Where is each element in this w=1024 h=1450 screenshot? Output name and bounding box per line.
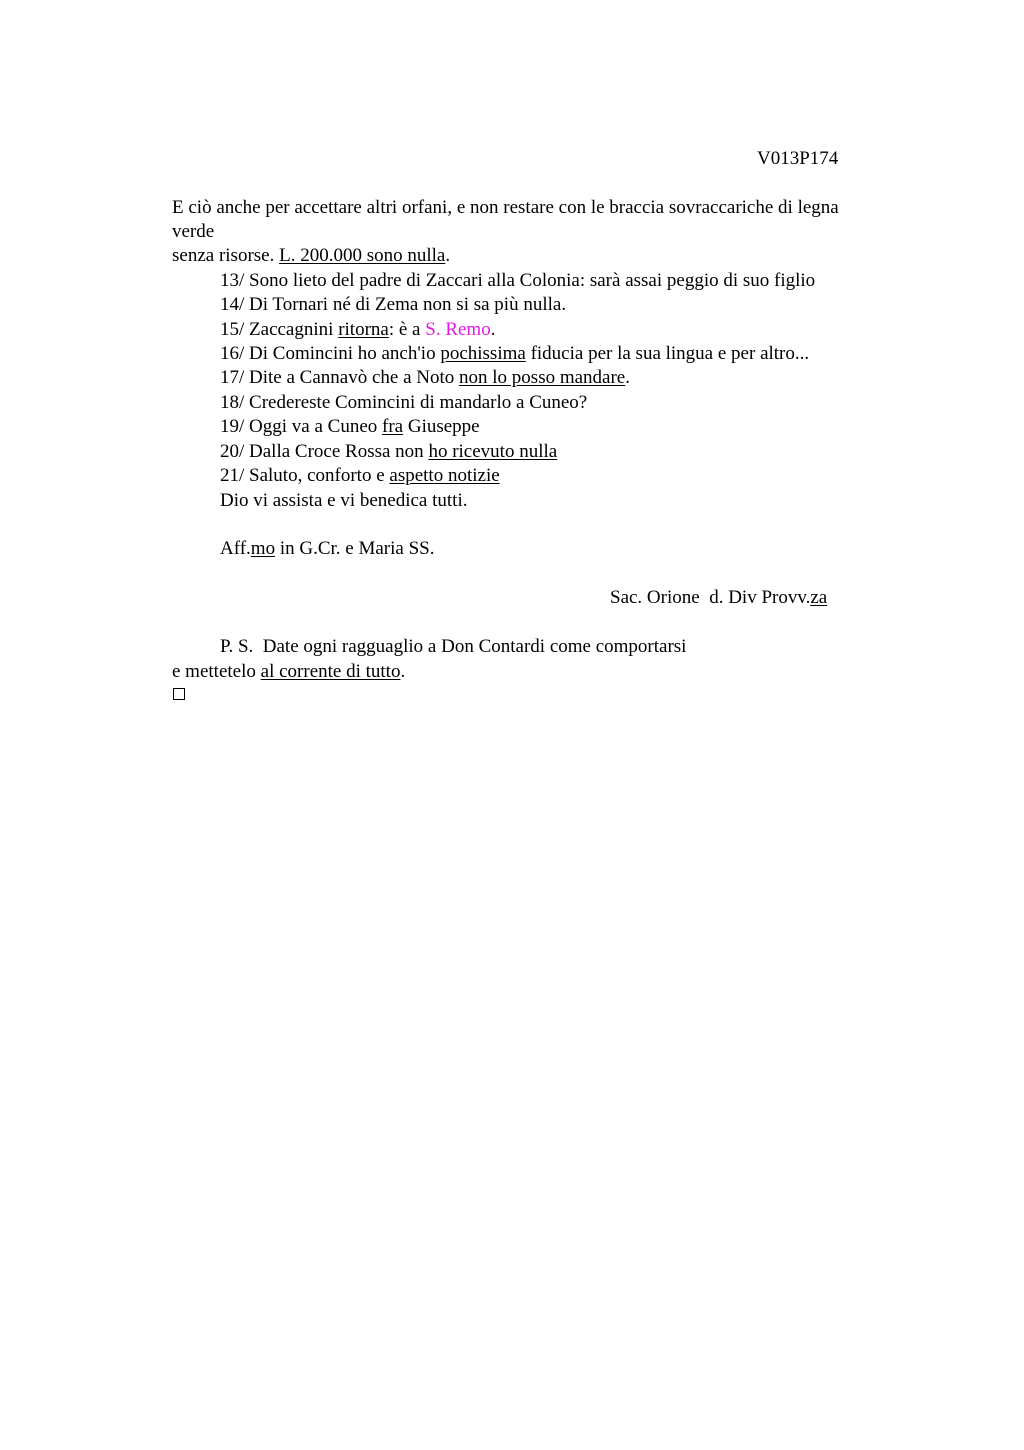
item-15-post: . — [490, 319, 496, 340]
closing-line — [220, 537, 434, 561]
item-20 — [220, 440, 557, 464]
intro-line-1: E ciò anche per accettare altri orfani, e non restare con le braccia sovraccariche di legna — [172, 197, 839, 218]
reference-code: V013P174 — [757, 148, 839, 169]
item-15-place: S. Remo — [425, 319, 491, 340]
intro-line-3 — [172, 244, 450, 268]
postscript-line-2 — [172, 660, 405, 684]
postscript-underlined: al corrente di tutto — [260, 661, 401, 682]
signature-underlined: za — [810, 587, 828, 608]
postscript-line-2-pre: e mettetelo — [172, 661, 261, 682]
item-16-pre: 16/ Di Comincini ho anch'io — [220, 343, 441, 364]
item-15-underlined: ritorna — [338, 319, 389, 340]
signature-pre: Sac. Orione d. Div Provv. — [610, 587, 811, 608]
item-20-underlined: ho ricevuto nulla — [428, 441, 558, 462]
item-16-underlined: pochissima — [440, 343, 526, 364]
item-14: 14/ Di Tornari né di Zema non si sa più nulla. — [220, 294, 567, 315]
item-21-underlined: aspetto notizie — [389, 465, 500, 486]
item-19-underlined: fra — [382, 416, 404, 437]
item-19 — [220, 415, 480, 439]
item-19-pre: 19/ Oggi va a Cuneo — [220, 416, 383, 437]
item-15-pre: 15/ Zaccagnini — [220, 319, 339, 340]
intro-line-3-pre: senza risorse. — [172, 245, 280, 266]
item-15-mid: : è a — [388, 319, 426, 340]
item-21-pre: 21/ Saluto, conforto e — [220, 465, 390, 486]
closing-pre: Aff. — [220, 538, 251, 559]
item-13: 13/ Sono lieto del padre di Zaccari alla Colonia: sarà assai peggio di suo figlio — [220, 270, 816, 291]
item-21 — [220, 464, 500, 488]
item-18: 18/ Credereste Comincini di mandarlo a Cuneo? — [220, 392, 588, 413]
item-17-underlined: non lo posso mandare — [459, 367, 626, 388]
postscript-line-2-post: . — [400, 661, 406, 682]
postscript-line-1: P. S. Date ogni ragguaglio a Don Contardi come comportarsi — [220, 636, 687, 657]
intro-line-2: verde — [172, 221, 215, 242]
closing-post: in G.Cr. e Maria SS. — [275, 538, 435, 559]
item-16-post: fiducia per la sua lingua e per altro... — [525, 343, 810, 364]
item-17-post: . — [625, 367, 630, 388]
item-15 — [220, 318, 495, 342]
item-17 — [220, 366, 630, 390]
amount-underlined: L. 200.000 sono nulla — [279, 245, 446, 266]
empty-square-glyph — [173, 688, 185, 700]
intro-line-3-post: . — [445, 245, 451, 266]
signature — [610, 586, 827, 610]
blessing-line: Dio vi assista e vi benedica tutti. — [220, 490, 468, 511]
item-16 — [220, 342, 809, 366]
item-19-post: Giuseppe — [403, 416, 480, 437]
item-17-pre: 17/ Dite a Cannavò che a Noto — [220, 367, 460, 388]
closing-underlined: mo — [250, 538, 276, 559]
item-20-pre: 20/ Dalla Croce Rossa non — [220, 441, 429, 462]
